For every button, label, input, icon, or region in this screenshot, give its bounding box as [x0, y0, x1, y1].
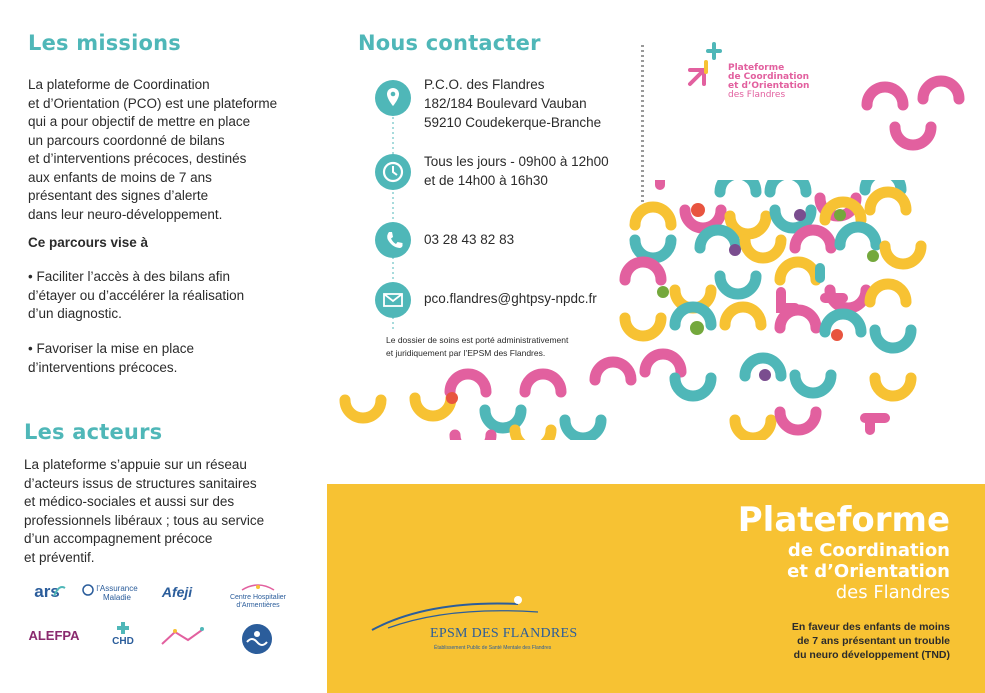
- cover-line2: de Coordination: [787, 540, 950, 561]
- pco-logo: [684, 40, 844, 120]
- bullet-line: d’un diagnostic.: [28, 306, 122, 321]
- ch-armentieres-icon: [238, 582, 278, 592]
- bullet-line: • Faciliter l’accès à des bilans afin: [28, 269, 231, 284]
- chd-logo: [106, 622, 140, 647]
- cover-line4: des Flandres: [835, 582, 950, 603]
- cover-tagline: [700, 620, 950, 662]
- hours-line: et de 14h00 à 16h30: [424, 173, 548, 188]
- runner-figures-icon: [160, 626, 212, 648]
- tagline-line: de 7 ans présentant un trouble: [797, 635, 950, 647]
- contact-phone[interactable]: 03 28 43 82 83: [424, 232, 515, 247]
- acteurs-line: professionnels libéraux ; tous au service: [24, 512, 265, 528]
- missions-bullet-1: [28, 268, 318, 324]
- epsm-name: EPSM DES FLANDRES: [430, 626, 578, 641]
- acteurs-paragraph: [24, 456, 314, 567]
- assurance-maladie-icon: [82, 584, 94, 596]
- ars-logo-text: ars: [34, 582, 60, 601]
- ch-armentieres-text: Centre Hospitalier d’Armentières: [229, 594, 287, 609]
- wave-badge-icon: [242, 624, 272, 654]
- missions-line: La plateforme de Coordination: [28, 77, 210, 92]
- tagline-line: En faveur des enfants de moins: [791, 621, 950, 633]
- afeji-text: Afeji: [161, 584, 193, 600]
- missions-bullet-2: [28, 340, 318, 377]
- ch-armentieres-logo: [227, 582, 289, 610]
- assurance-maladie-logo: [82, 584, 142, 602]
- missions-line: et d’interventions précoces, destinés: [28, 151, 247, 166]
- alefpa-text: ALEFPA: [28, 628, 80, 643]
- ars-swoosh-icon: [52, 584, 66, 598]
- partner-logo-8: [242, 624, 272, 654]
- note-line: Le dossier de soins est porté administrativement: [386, 335, 569, 345]
- afeji-logo: [152, 584, 202, 600]
- pco-logo-mark-icon: [684, 40, 724, 100]
- contact-email[interactable]: pco.flandres@ghtpsy-npdc.fr: [424, 291, 597, 306]
- acteurs-line: d’acteurs issus de structures sanitaires: [24, 475, 257, 491]
- pco-logo-line1: Plateforme: [728, 63, 785, 73]
- pco-logo-line3: et d’Orientation: [728, 81, 810, 91]
- missions-title: Les missions: [28, 31, 181, 55]
- missions-subheading: Ce parcours vise à: [28, 235, 149, 250]
- tagline-line: du neuro développement (TND): [793, 649, 950, 661]
- contact-title: Nous contacter: [358, 31, 541, 55]
- missions-line: aux enfants de moins de 7 ans: [28, 169, 212, 185]
- chd-cross-icon: [117, 622, 129, 634]
- cover-title: Plateforme: [737, 500, 950, 540]
- arcs-pattern-top: [855, 75, 985, 165]
- acteurs-line: et préventif.: [24, 549, 95, 565]
- ars-logo: [22, 582, 72, 602]
- acteurs-title: Les acteurs: [24, 420, 163, 444]
- epsm-sub: Établissement Public de Santé Mentale des Flandres: [434, 645, 552, 651]
- hours-line: Tous les jours - 09h00 à 12h00: [424, 154, 609, 169]
- note-line: et juridiquement par l’EPSM des Flandres.: [386, 348, 546, 358]
- bullet-line: d’étayer ou d’accélérer la réalisation: [28, 287, 245, 303]
- address-line: 182/184 Boulevard Vauban: [424, 96, 587, 111]
- acteurs-line: La plateforme s’appuie sur un réseau: [24, 457, 247, 472]
- missions-line: qui a pour objectif de mettre en place: [28, 114, 251, 129]
- pco-logo-line4: des Flandres: [728, 90, 786, 100]
- pco-logo-line2: de Coordination: [728, 72, 810, 82]
- address-line: P.C.O. des Flandres: [424, 77, 545, 92]
- partner-logo-7: [160, 626, 212, 648]
- bullet-line: d’interventions précoces.: [28, 359, 178, 375]
- missions-line: présentant des signes d’alerte: [28, 188, 209, 203]
- epsm-logo: [368, 594, 588, 664]
- chd-text: CHD: [112, 636, 134, 647]
- bullet-line: • Favoriser la mise en place: [28, 341, 195, 356]
- missions-line: dans leur neuro-développement.: [28, 206, 223, 222]
- location-pin-icon: [375, 80, 411, 116]
- alefpa-logo: [24, 628, 84, 643]
- arcs-pattern: [325, 180, 985, 440]
- cover-line3: et d’Orientation: [787, 561, 950, 582]
- acteurs-line: et médico-sociales et aussi sur des: [24, 494, 235, 509]
- partner-logos: [22, 582, 292, 662]
- cover-title-block: [560, 500, 950, 604]
- assurance-maladie-text: l’Assurance Maladie: [96, 584, 138, 602]
- missions-line: et d’Orientation (PCO) est une plateforme: [28, 95, 278, 111]
- address-line: 59210 Coudekerque-Branche: [424, 115, 602, 130]
- missions-line: un parcours coordonné de bilans: [28, 132, 225, 148]
- missions-paragraph: [28, 76, 318, 224]
- acteurs-line: d’un accompagnement précoce: [24, 531, 213, 546]
- contact-address: [424, 75, 601, 132]
